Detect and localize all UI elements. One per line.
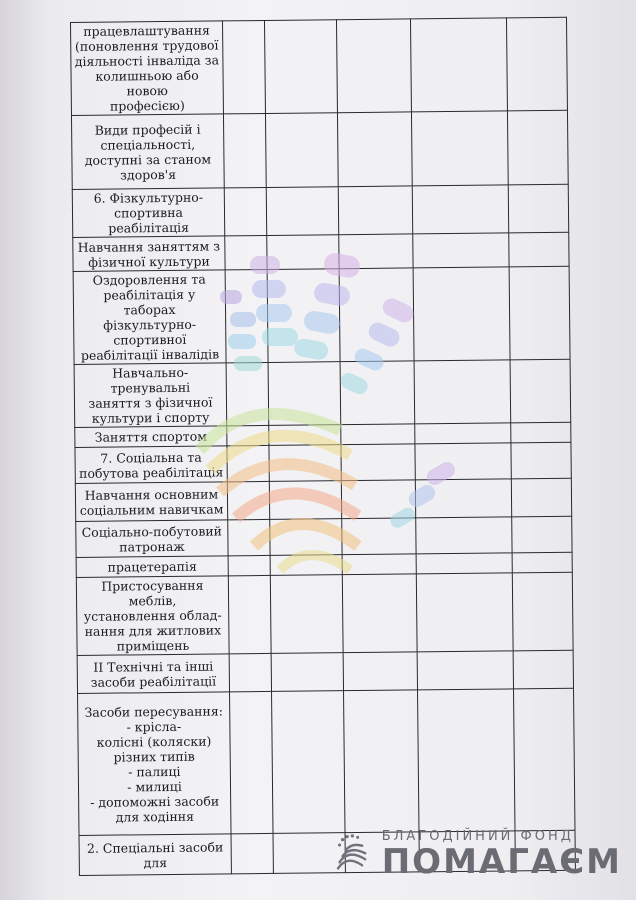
row-label-line: реабілітація у таборах — [103, 286, 196, 318]
empty-cell — [509, 266, 570, 360]
empty-cell — [337, 112, 412, 187]
empty-cell — [228, 519, 270, 555]
table-body — [71, 17, 576, 875]
row-label-line: Навчання заняттям з — [77, 237, 221, 255]
row-label-line: реабілітації інвалідів — [80, 346, 220, 363]
empty-cell — [510, 359, 571, 423]
empty-cell — [339, 268, 414, 362]
row-label — [71, 114, 224, 190]
row-label-line: установлення облад- — [83, 607, 222, 624]
empty-cell — [342, 574, 417, 653]
empty-cell — [269, 425, 341, 446]
row-label-line: колісні (коляски) — [96, 733, 212, 750]
empty-cell — [341, 424, 415, 445]
empty-cell — [223, 113, 266, 187]
empty-cell — [344, 690, 419, 833]
row-label-line: - крісла- — [126, 718, 182, 734]
row-label-line: - палиці — [128, 763, 181, 779]
row-label-line: засоби реабілітації — [90, 673, 217, 690]
row-label-line: для — [143, 854, 168, 870]
row-label-line: 7. Соціальна та — [100, 449, 202, 466]
empty-cell — [511, 422, 571, 443]
empty-cell — [415, 423, 511, 444]
empty-cell — [511, 478, 571, 517]
empty-cell — [513, 650, 573, 689]
row-label-line: побутова реабілітація — [79, 463, 224, 481]
empty-cell — [227, 481, 269, 519]
empty-cell — [271, 653, 343, 692]
rehabilitation-table — [70, 17, 576, 876]
row-label-line: працетерапія — [107, 558, 197, 575]
empty-cell — [509, 232, 569, 267]
empty-cell — [342, 554, 416, 575]
empty-cell — [230, 691, 273, 833]
empty-cell — [229, 653, 271, 691]
empty-cell — [339, 234, 413, 269]
row-label-line: нання для житлових — [84, 622, 222, 639]
table-row — [73, 266, 570, 364]
empty-cell — [341, 444, 415, 481]
row-label-line: спеціальності, — [100, 136, 196, 153]
empty-cell — [264, 20, 337, 114]
row-label-line: 6. Фізкультурно- — [93, 189, 204, 206]
table-row — [77, 650, 573, 693]
table-row — [78, 688, 575, 835]
empty-cell — [507, 110, 568, 185]
empty-cell — [512, 572, 573, 651]
charity-logo — [332, 820, 622, 888]
row-label-line: 2. Спеціальні засоби — [86, 838, 224, 856]
row-label — [79, 834, 231, 876]
empty-cell — [512, 552, 572, 573]
row-label — [75, 482, 227, 522]
table-row — [75, 442, 571, 483]
row-label — [71, 21, 224, 116]
row-label — [76, 556, 228, 578]
row-label — [76, 520, 228, 558]
row-label — [73, 270, 226, 365]
row-label-line: працевлаштування — [83, 22, 210, 39]
logo-line2: ПОМАГАЄМ — [381, 841, 622, 882]
empty-cell — [416, 517, 512, 554]
row-label-line: патронаж — [119, 538, 185, 555]
empty-cell — [340, 361, 415, 425]
empty-cell — [270, 519, 342, 556]
empty-cell — [226, 362, 269, 425]
empty-cell — [231, 833, 273, 873]
table-row — [71, 110, 568, 189]
row-label-line: здоров'я — [120, 166, 177, 182]
row-label-line: II Технічні та інші — [93, 658, 214, 675]
row-label-line: Види професій і — [94, 121, 201, 138]
empty-cell — [342, 518, 416, 555]
row-label — [74, 363, 227, 428]
row-label-line: Навчально-тренувальні — [110, 364, 191, 396]
empty-cell — [416, 553, 512, 574]
row-label-line: (поновлення трудової — [74, 37, 219, 54]
empty-cell — [266, 187, 338, 236]
empty-cell — [272, 691, 345, 834]
empty-cell — [225, 269, 268, 362]
row-label-line: Оздоровлення та — [92, 271, 206, 288]
empty-cell — [224, 187, 267, 235]
row-label-line: фізкультурно- — [103, 316, 197, 333]
row-label-line: спортивної — [113, 331, 187, 348]
empty-cell — [227, 425, 269, 445]
empty-cell — [418, 689, 515, 832]
row-label — [75, 426, 227, 448]
row-label-line: заняття з фізичної — [88, 394, 213, 411]
row-label-line: Пристосування меблів, — [101, 577, 204, 609]
row-label-line: для ходіння — [115, 808, 195, 825]
row-label-line: - милиці — [127, 778, 182, 794]
empty-cell — [416, 573, 513, 652]
empty-cell — [228, 555, 270, 575]
empty-cell — [414, 360, 511, 424]
row-label-line: фізичної культури — [88, 253, 210, 270]
empty-cell — [514, 688, 575, 831]
row-label — [77, 654, 229, 694]
empty-cell — [267, 235, 339, 270]
empty-cell — [412, 185, 508, 234]
empty-cell — [225, 235, 267, 269]
table-row — [76, 516, 572, 557]
empty-cell — [227, 445, 269, 481]
row-label-line: соціальним навичкам — [79, 500, 224, 518]
empty-cell — [417, 651, 513, 690]
empty-cell — [269, 481, 341, 520]
empty-cell — [222, 20, 265, 113]
row-label-line: культури і спорту — [91, 409, 210, 426]
empty-cell — [341, 480, 415, 519]
empty-cell — [415, 443, 511, 480]
empty-cell — [336, 19, 411, 113]
table-row — [76, 572, 573, 655]
row-label-line: професією) — [109, 97, 185, 114]
row-label-line: Навчання основним — [84, 485, 219, 503]
logo-line1: БЛАГОДІЙНИЙ ФОНД — [381, 828, 574, 844]
empty-cell — [512, 516, 572, 553]
empty-cell — [508, 184, 568, 233]
empty-cell — [511, 442, 571, 479]
row-label — [75, 446, 227, 484]
empty-cell — [415, 479, 511, 518]
table-row — [74, 359, 571, 427]
row-label — [78, 692, 231, 836]
table-row — [71, 17, 568, 115]
row-label-line: різних типів — [113, 748, 195, 765]
empty-cell — [265, 113, 338, 188]
row-label-line: Засоби пересування: — [84, 702, 223, 720]
table-row — [72, 184, 568, 237]
row-label-line: спортивна реабілітація — [108, 204, 190, 236]
empty-cell — [410, 18, 507, 112]
empty-cell — [269, 445, 341, 482]
row-label-line: доступні за станом — [84, 151, 212, 168]
row-label — [73, 236, 225, 272]
empty-cell — [267, 269, 340, 363]
empty-cell — [270, 575, 343, 654]
row-label-line: Соціально-побутовий — [81, 522, 223, 540]
row-label-line: приміщень — [116, 637, 190, 654]
empty-cell — [506, 17, 567, 111]
row-label-line: - допоможні засоби — [90, 792, 220, 810]
row-label-line: діяльності інваліда за — [74, 52, 220, 69]
table-row — [73, 232, 569, 271]
empty-cell — [343, 652, 417, 691]
logo-hand-icon — [332, 825, 376, 883]
row-label-line: Заняття спортом — [94, 428, 208, 445]
empty-cell — [268, 362, 341, 426]
empty-cell — [411, 111, 508, 186]
row-label-line: колишньою або новою — [95, 67, 199, 99]
row-label — [76, 576, 229, 656]
empty-cell — [228, 575, 271, 653]
empty-cell — [413, 267, 510, 361]
empty-cell — [338, 186, 412, 235]
table-row — [75, 478, 571, 521]
empty-cell — [413, 233, 509, 268]
empty-cell — [270, 555, 342, 576]
row-label — [72, 188, 224, 238]
